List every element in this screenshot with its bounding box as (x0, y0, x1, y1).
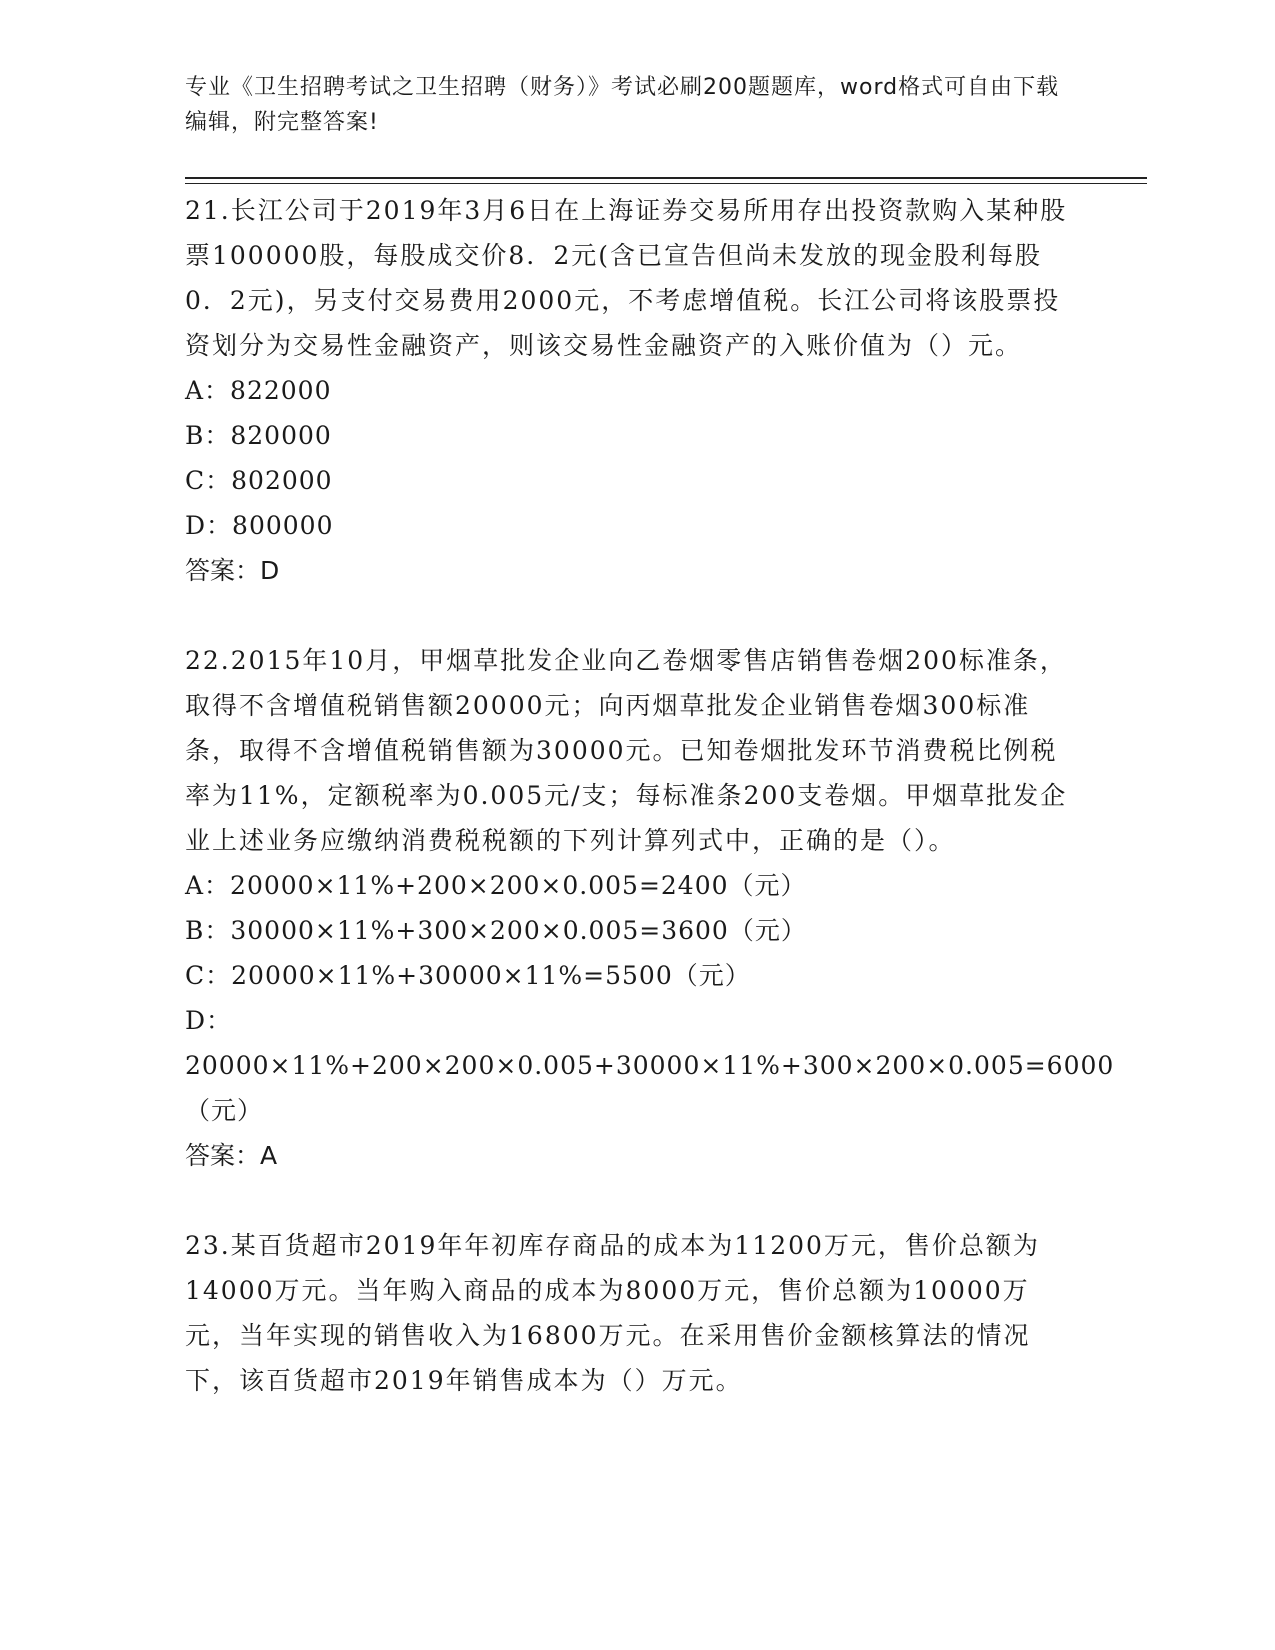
header-rule-thick (185, 177, 1147, 179)
question-23 (185, 1223, 1075, 1403)
header-title: 专业《卫生招聘考试之卫生招聘（财务）》考试必刷200题题库，word格式可自由下载编辑，附完整答案! (185, 75, 1060, 135)
option-c: C：802000 (185, 466, 333, 495)
option-a: A：20000×11%+200×200×0.005=2400（元） (185, 871, 807, 900)
option-d: D：800000 (185, 511, 334, 540)
answer-label: 答案：A (185, 1141, 278, 1170)
option-b: B：30000×11%+300×200×0.005=3600（元） (185, 916, 807, 945)
option-b: B：820000 (185, 421, 332, 450)
question-21 (185, 188, 1075, 593)
option-a: A：822000 (185, 376, 332, 405)
question-text: 23.某百货超市2019年年初库存商品的成本为11200万元，售价总额为14000万元。当年购入商品的成本为8000万元，售价总额为10000万元，当年实现的销售收入为16800万元。在采用售价金额核算法的情况下，该百货超市2019年销售成本为（）万元。 (185, 1231, 1040, 1395)
question-list (185, 188, 1115, 1403)
spacer (185, 1178, 1075, 1223)
answer-label: 答案：D (185, 556, 280, 585)
question-22 (185, 638, 1115, 1178)
spacer (185, 593, 1075, 638)
option-d: D：20000×11%+200×200×0.005+30000×11%+300×200×0.005=6000（元） (185, 1006, 1115, 1125)
option-c: C：20000×11%+30000×11%=5500（元） (185, 961, 751, 990)
question-text: 22.2015年10月，甲烟草批发企业向乙卷烟零售店销售卷烟200标准条，取得不含增值税销售额20000元；向丙烟草批发企业销售卷烟300标准条，取得不含增值税销售额为30000元。已知卷烟批发环节消费税比例税率为11%，定额税率为0.005元/支；每标准条200支卷烟。甲烟草批发企业上述业务应缴纳消费税税额的下列计算列式中，正确的是（）。 (185, 646, 1068, 855)
document-header (185, 70, 1065, 140)
header-rule-thin (185, 183, 1147, 184)
question-text: 21.长江公司于2019年3月6日在上海证券交易所用存出投资款购入某种股票100000股，每股成交价8．2元(含已宣告但尚未发放的现金股利每股0．2元)，另支付交易费用2000元，不考虑增值税。长江公司将该股票投资划分为交易性金融资产，则该交易性金融资产的入账价值为（）元。 (185, 196, 1068, 360)
